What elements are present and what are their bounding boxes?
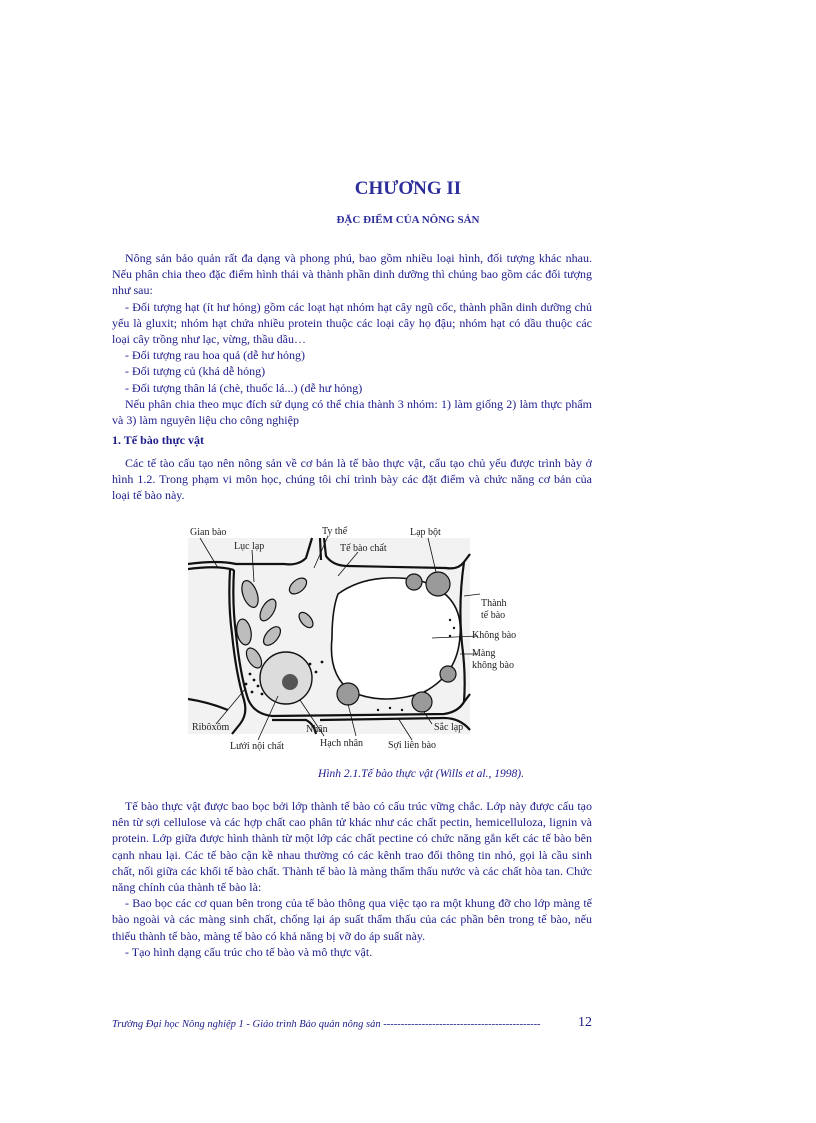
label-nhan: Nhân [306, 724, 328, 735]
label-soi-lien-bao: Sợi liên bào [388, 740, 437, 751]
section-text [112, 455, 592, 504]
figure-caption: Hình 2.1.Tế bào thực vật (Wills et al., 1998). [318, 768, 524, 780]
label-ty-the: Ty thể [322, 526, 348, 537]
list-item: - Tạo hình dạng cấu trúc cho tế bào và mô thực vật. [125, 944, 373, 959]
list-item: - Đối tượng rau hoa quả (dễ hư hỏng) [125, 348, 305, 363]
section-paragraph: Các tế tào cấu tạo nên nông sản về cơ bản là tế bào thực vật, cấu tạo chủ yếu được trình bày ở hình 1.2. Trong phạm vi môn học, chúng tôi chỉ trình bày các đặt điểm và chức năng cơ bản của loại tế bào này. [112, 456, 592, 503]
list-item: - Đối tượng củ (khá dễ hỏng) [125, 364, 266, 379]
label-luoi-noi-chat: Lưới nội chất [230, 741, 285, 752]
list-item: - Đối tượng hạt (ít hư hỏng) gồm các loạt hạt nhóm hạt cây ngũ cốc, thành phần dinh dưỡng chủ yếu là gluxit; nhóm hạt chứa nhiều protein thuộc các loại cây họ đậu; nhóm hạt có dầu thuộc các loại cây trồng như lạc, vừng, thầu dầu… [112, 299, 592, 347]
list-item: - Bao bọc các cơ quan bên trong của tế bào thông qua việc tạo ra một khung đỡ cho lớp màng tế bào ngoài và các màng sinh chất, chống lại áp suất thẩm thấu của các phần bên trong tế bào, nếu thiếu thành tế bào, màng tế bào có khả năng bị vỡ do áp suất này. [112, 896, 592, 943]
intro-paragraph: Nông sản bảo quản rất đa dạng và phong phú, bao gồm nhiều loại hình, đối tượng khác nhau. Nếu phân chia theo đặc điểm hình thái và thành phần dinh dưỡng thì chúng bao gồm các đối tượng như sau: [112, 251, 592, 298]
label-te-bao: tế bào [481, 610, 506, 621]
label-lap-bot: Lạp bột [410, 527, 441, 538]
label-ribosom: Ribôxôm [192, 722, 230, 733]
list-item: - Đối tượng thân lá (chè, thuốc lá...) (dễ hư hỏng) [125, 380, 363, 395]
label-sac-lap: Sắc lạp [434, 722, 464, 733]
wall-paragraph: Tế bào thực vật được bao bọc bởi lớp thành tế bào có cấu trúc vững chắc. Lớp này được cấu tạo nên từ sợi cellulose và các hợp chất cao phân tử khác như các chất pectin, hemicelluloza, lignin và protein. Lớp giữa được hình thành từ một lớp các chất pectine có chức năng gắn kết các tế bào bên cạnh nhau lại. Các tế bào cận kề nhau thường có các kênh trao đổi thông tin nhỏ, gọi là cầu sinh chất, nối giữa các khối tế bào chất. Thành tế bào là màng thẩm thấu nước và các chất hòa tan. Chức năng chính của thành tế bào là: [112, 799, 592, 895]
chapter-title: CHƯƠNG II [354, 178, 462, 199]
label-luc-lap: Lục lạp [234, 541, 265, 552]
label-gian-bao: Gian bào [190, 527, 227, 538]
plant-cell-figure [188, 524, 528, 756]
label-te-bao-chat: Tế bào chất [340, 543, 387, 554]
chapter-subtitle: ĐẶC ĐIỂM CỦA NÔNG SẢN [336, 214, 480, 226]
page-footer: Trường Đại học Nông nghiệp 1 - Giáo trình Bảo quản nông sản --------------------------------------------- [112, 1019, 541, 1030]
section-heading: 1. Tế bào thực vật [112, 433, 204, 447]
intro-section [112, 250, 592, 428]
page-number: 12 [578, 1015, 592, 1030]
intro-paragraph: Nếu phân chia theo mục đích sử dụng có thể chia thành 3 nhóm: 1) làm giống 2) làm thực phẩm và 3) làm nguyên liệu cho công nghiệp [112, 396, 592, 428]
label-thanh: Thành [481, 598, 507, 609]
label-hach-nhan: Hạch nhân [320, 738, 364, 749]
cell-wall-section [112, 798, 592, 960]
label-khong-bao-2: không bào [472, 660, 514, 671]
label-mang: Màng [472, 648, 496, 659]
label-khong-bao: Không bào [472, 630, 517, 641]
